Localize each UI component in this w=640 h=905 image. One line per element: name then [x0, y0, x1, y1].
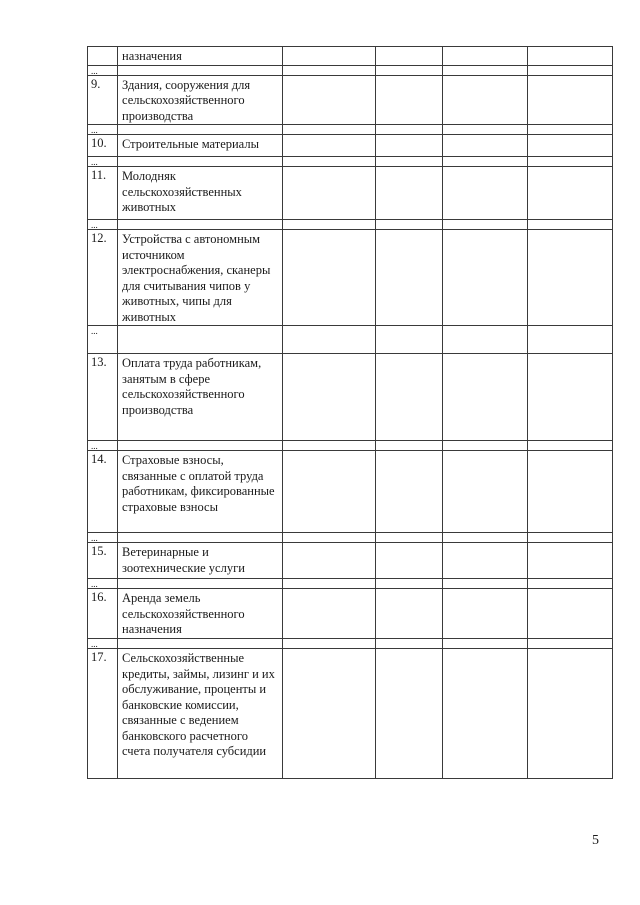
value-cell	[443, 579, 528, 589]
value-cell	[528, 589, 613, 639]
value-cell	[443, 65, 528, 75]
row-number: ...	[88, 65, 118, 75]
value-cell	[443, 326, 528, 354]
row-number	[88, 47, 118, 66]
value-cell	[528, 649, 613, 779]
value-cell	[376, 157, 443, 167]
value-cell	[283, 65, 376, 75]
table-row	[88, 649, 613, 779]
row-number: ...	[88, 125, 118, 135]
value-cell	[528, 441, 613, 451]
page-number: 5	[592, 833, 599, 848]
expense-name-cell: Устройства с автономным источником электроснабжения, сканеры для считывания чипов у животных, чипы для животных	[118, 230, 283, 326]
value-cell	[376, 220, 443, 230]
table-row	[88, 451, 613, 533]
expense-name-cell	[118, 125, 283, 135]
value-cell	[283, 135, 376, 157]
expense-name-cell	[118, 65, 283, 75]
expense-name-cell: Страховые взносы, связанные с оплатой труда работникам, фиксированные страховые взносы	[118, 451, 283, 533]
value-cell	[443, 354, 528, 441]
table-row	[88, 354, 613, 441]
expense-table-body	[88, 47, 613, 779]
value-cell	[376, 451, 443, 533]
row-number: 15.	[88, 543, 118, 579]
expense-name-cell: Строительные материалы	[118, 135, 283, 157]
value-cell	[443, 157, 528, 167]
value-cell	[443, 533, 528, 543]
value-cell	[376, 47, 443, 66]
value-cell	[443, 75, 528, 125]
value-cell	[528, 354, 613, 441]
row-number: ...	[88, 157, 118, 167]
row-number: 9.	[88, 75, 118, 125]
value-cell	[528, 135, 613, 157]
table-row	[88, 230, 613, 326]
value-cell	[443, 47, 528, 66]
value-cell	[376, 533, 443, 543]
value-cell	[376, 543, 443, 579]
table-row	[88, 167, 613, 220]
value-cell	[528, 75, 613, 125]
value-cell	[376, 65, 443, 75]
value-cell	[528, 220, 613, 230]
value-cell	[283, 639, 376, 649]
value-cell	[376, 579, 443, 589]
expense-table	[87, 46, 613, 779]
row-number: 14.	[88, 451, 118, 533]
value-cell	[528, 579, 613, 589]
expense-name-cell: Ветеринарные и зоотехнические услуги	[118, 543, 283, 579]
value-cell	[443, 167, 528, 220]
value-cell	[528, 157, 613, 167]
value-cell	[376, 230, 443, 326]
table-row	[88, 135, 613, 157]
expense-name-cell	[118, 326, 283, 354]
expense-name-cell: Сельскохозяйственные кредиты, займы, лизинг и их обслуживание, проценты и банковские комиссии, связанные с ведением банковского расчетного счета получателя субсидии	[118, 649, 283, 779]
table-row-ellipsis	[88, 579, 613, 589]
value-cell	[283, 47, 376, 66]
expense-name-cell	[118, 639, 283, 649]
table-row	[88, 589, 613, 639]
value-cell	[283, 589, 376, 639]
value-cell	[528, 47, 613, 66]
table-row-ellipsis	[88, 533, 613, 543]
value-cell	[283, 354, 376, 441]
value-cell	[283, 451, 376, 533]
value-cell	[376, 441, 443, 451]
value-cell	[528, 543, 613, 579]
row-number: 16.	[88, 589, 118, 639]
value-cell	[283, 533, 376, 543]
table-row	[88, 75, 613, 125]
row-number: ...	[88, 579, 118, 589]
value-cell	[283, 220, 376, 230]
value-cell	[528, 533, 613, 543]
value-cell	[528, 639, 613, 649]
value-cell	[443, 639, 528, 649]
row-number: ...	[88, 220, 118, 230]
expense-name-cell: назначения	[118, 47, 283, 66]
expense-name-cell	[118, 157, 283, 167]
expense-name-cell: Аренда земель сельскохозяйственного назначения	[118, 589, 283, 639]
expense-name-cell: Здания, сооружения для сельскохозяйственного производства	[118, 75, 283, 125]
value-cell	[376, 167, 443, 220]
row-number: 12.	[88, 230, 118, 326]
row-number: 11.	[88, 167, 118, 220]
table-row-ellipsis	[88, 157, 613, 167]
value-cell	[528, 167, 613, 220]
value-cell	[443, 441, 528, 451]
row-number: 13.	[88, 354, 118, 441]
table-row	[88, 543, 613, 579]
row-number: ...	[88, 441, 118, 451]
value-cell	[528, 125, 613, 135]
expense-name-cell: Молодняк сельскохозяйственных животных	[118, 167, 283, 220]
row-number: ...	[88, 639, 118, 649]
expense-name-cell: Оплата труда работникам, занятым в сфере сельскохозяйственного производства	[118, 354, 283, 441]
row-number: ...	[88, 533, 118, 543]
table-row-ellipsis	[88, 326, 613, 354]
value-cell	[376, 354, 443, 441]
value-cell	[283, 75, 376, 125]
value-cell	[443, 220, 528, 230]
value-cell	[376, 589, 443, 639]
value-cell	[283, 157, 376, 167]
value-cell	[283, 326, 376, 354]
row-number: 17.	[88, 649, 118, 779]
value-cell	[528, 451, 613, 533]
value-cell	[443, 230, 528, 326]
expense-name-cell	[118, 533, 283, 543]
table-row-ellipsis	[88, 220, 613, 230]
row-number: 10.	[88, 135, 118, 157]
table-row-ellipsis	[88, 441, 613, 451]
value-cell	[283, 441, 376, 451]
table-row-ellipsis	[88, 639, 613, 649]
value-cell	[283, 167, 376, 220]
value-cell	[376, 135, 443, 157]
table-row	[88, 47, 613, 66]
value-cell	[528, 326, 613, 354]
value-cell	[528, 65, 613, 75]
value-cell	[376, 649, 443, 779]
value-cell	[443, 589, 528, 639]
value-cell	[443, 543, 528, 579]
value-cell	[528, 230, 613, 326]
value-cell	[283, 649, 376, 779]
value-cell	[283, 125, 376, 135]
expense-name-cell	[118, 579, 283, 589]
expense-name-cell	[118, 220, 283, 230]
value-cell	[283, 230, 376, 326]
value-cell	[443, 125, 528, 135]
value-cell	[443, 649, 528, 779]
row-number: ...	[88, 326, 118, 354]
value-cell	[376, 326, 443, 354]
value-cell	[376, 125, 443, 135]
value-cell	[283, 579, 376, 589]
value-cell	[376, 639, 443, 649]
expense-name-cell	[118, 441, 283, 451]
table-row-ellipsis	[88, 125, 613, 135]
value-cell	[283, 543, 376, 579]
value-cell	[443, 135, 528, 157]
value-cell	[376, 75, 443, 125]
table-row-ellipsis	[88, 65, 613, 75]
value-cell	[443, 451, 528, 533]
